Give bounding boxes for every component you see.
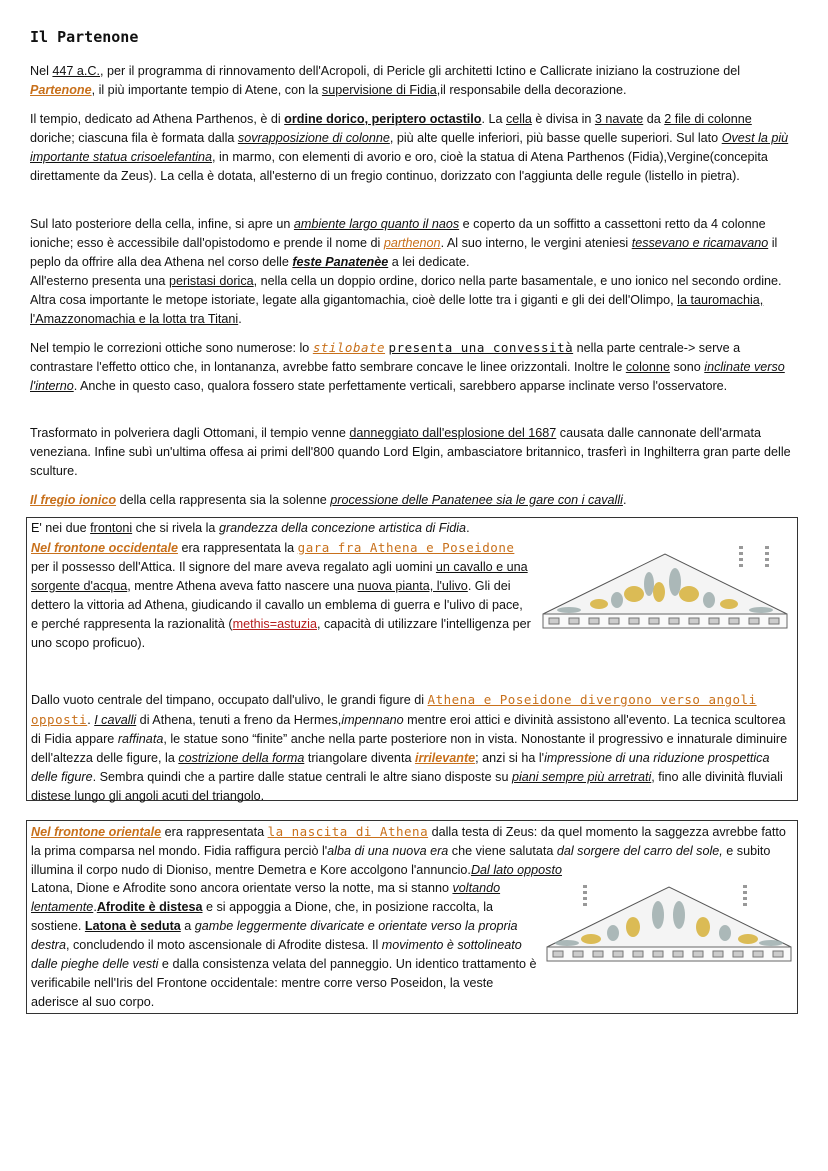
paragraph-temple: Il tempio, dedicato ad Athena Parthenos, è di ordine dorico, periptero octastilo. La cella è divisa in 3 navate da 2 file di colonne doriche; ciascuna fila è formata dalla sovrapposizione di colonne, più alte quelle inferiori, più basse quelle superiori. Sul lato Ovest la più importante statua crisoelefantina, in marmo, con elementi di avorio e oro, cioè la statua di Atena Parthenos (Fidia),Vergine(concepita direttamente da Zeus). La cella è dotata, all'esterno di un fregio continuo, dorizzato con l'aggiunta delle regule (listello in pietra).: [30, 112, 789, 183]
paragraph-frieze: Il fregio ionico della cella rappresenta sia la solenne processione delle Panatenee sia le gare con i cavalli.: [30, 493, 627, 507]
paragraph-cella: Sul lato posteriore della cella, infine, si apre un ambiente largo quanto il naos e coperto da un soffitto a cassettoni retto da 4 colonne ioniche; esso è accessibile dall'opistodomo e prende il nome di parthenon. Al suo interno, le vergini ateniesi tessevano e ricamavano il peplo da offrire alla dea Athena nel corso delle feste Panatenèe a lei dedicate. All'esterno presenta una peristasi dorica, nella cella un doppio ordine, dorico nella parte basamentale, e uno ionico nel secondo ordine. Altra cosa importante le metope istoriate, legate alla gigantomachia, cioè delle lotte tra i giganti e gli dei dell'Olimpo, la tauromachia, l'Amazzonomachia e la lotta tra Titani.: [30, 217, 782, 326]
paragraph-damage: Trasformato in polveriera dagli Ottomani, il tempio venne danneggiato dall'esplosione del 1687 causata dalle cannonate dell'armata veneziana. Infine subì un'ultima offesa ai primi dell'800 quando Lord Elgin, ambasciatore britannico, trasferì in Inghilterra gran parte delle sculture.: [30, 426, 791, 478]
west-pediment-box: [26, 517, 798, 801]
east-pediment-text: Nel frontone orientale era rappresentata la nascita di Athena dalla testa di Zeus: da quel momento la saggezza avrebbe fatto la prima comparsa nel mondo. Fidia raffigura perciò l'alba di una nuova era che viene salutata dal sorgere del carro del sole, e subito illumina il corpo nudo di Dioniso, mentre Demetra e Kore accolgono l'annuncio.Dal lato opposto: [31, 824, 786, 877]
east-pediment-text-2: Latona, Dione e Afrodite sono ancora orientate verso la notte, ma si stanno voltando lentamente.Afrodite è distesa e si appoggia a Dione, che, in posizione raccolta, la sostiene. Latona è seduta a gambe leggermente divaricate e orientate verso la propria destra, concludendo il moto ascensionale di Afrodite distesa. Il movimento è sottolineato dalle pieghe delle vesti e dalla consistenza velata del panneggio. Un identico trattamento è verificabile nell'Iris del Frontone occidentale: mentre corre verso Poseidon, la veste aderisce al suo corpo.: [31, 881, 537, 1009]
east-pediment-box: [26, 820, 798, 1014]
east-pediment-illustration: [543, 881, 795, 977]
page-title: Il Partenone: [30, 28, 139, 46]
west-pediment-text: E' nei due frontoni che si rivela la grandezza della concezione artistica di Fidia. Nel frontone occidentale era rappresentata la gara fra Athena e Poseidone per il possesso dell'Attica. Il signore del mare aveva regalato agli uomini un cavallo e una sorgente d'acqua, mentre Athena aveva fatto nascere una nuova pianta, l'ulivo. Gli dei dettero la vittoria ad Athena, giudicando il cavallo un emblema di guerra e l'ulivo di pace, e perché rappresenta la razionalità (methis=astuzia, capacità di utilizzare l'intelligenza per uno scopo proficuo).: [31, 521, 531, 650]
west-pediment-illustration: [539, 542, 791, 642]
paragraph-intro: Nel 447 a.C., per il programma di rinnovamento dell'Acropoli, di Pericle gli architetti Ictino e Callicrate iniziano la costruzione del Partenone, il più importante tempio di Atene, con la supervisione di Fidia,il responsabile della decorazione.: [30, 64, 741, 97]
west-pediment-text-2: Dallo vuoto centrale del timpano, occupato dall'ulivo, le grandi figure di Athena e Poseidone divergono verso angoli opposti. I cavalli di Athena, tenuti a freno da Hermes,impennano mentre eroi attici e divinità assistono all'evento. La tecnica scultorea di Fidia appare raffinata, le statue sono “finite” anche nella parte posteriore non in vista. Nonostante il progressivo e innaturale diminuire dell'altezza delle figure, la costrizione della forma triangolare diventa irrilevante; anzi si ha l'impressione di una riduzione prospettica delle figure. Sembra quindi che a partire dalle statue centrali le altre siano disposte su piani sempre più arretrati, fino alle divinità fluviali distese lungo gli angoli acuti del triangolo.: [31, 692, 788, 803]
paragraph-optics: Nel tempio le correzioni ottiche sono numerose: lo stilobate presenta una convessità nella parte centrale-> serve a contrastare l'effetto ottico che, in lontananza, avrebbe fatto sembrare concave le linee orizzontali. Inoltre le colonne sono inclinate verso l'interno. Anche in questo caso, qualora fossero state perfettamente verticali, sarebbero apparse inclinate verso l'osservatore.: [30, 340, 785, 393]
